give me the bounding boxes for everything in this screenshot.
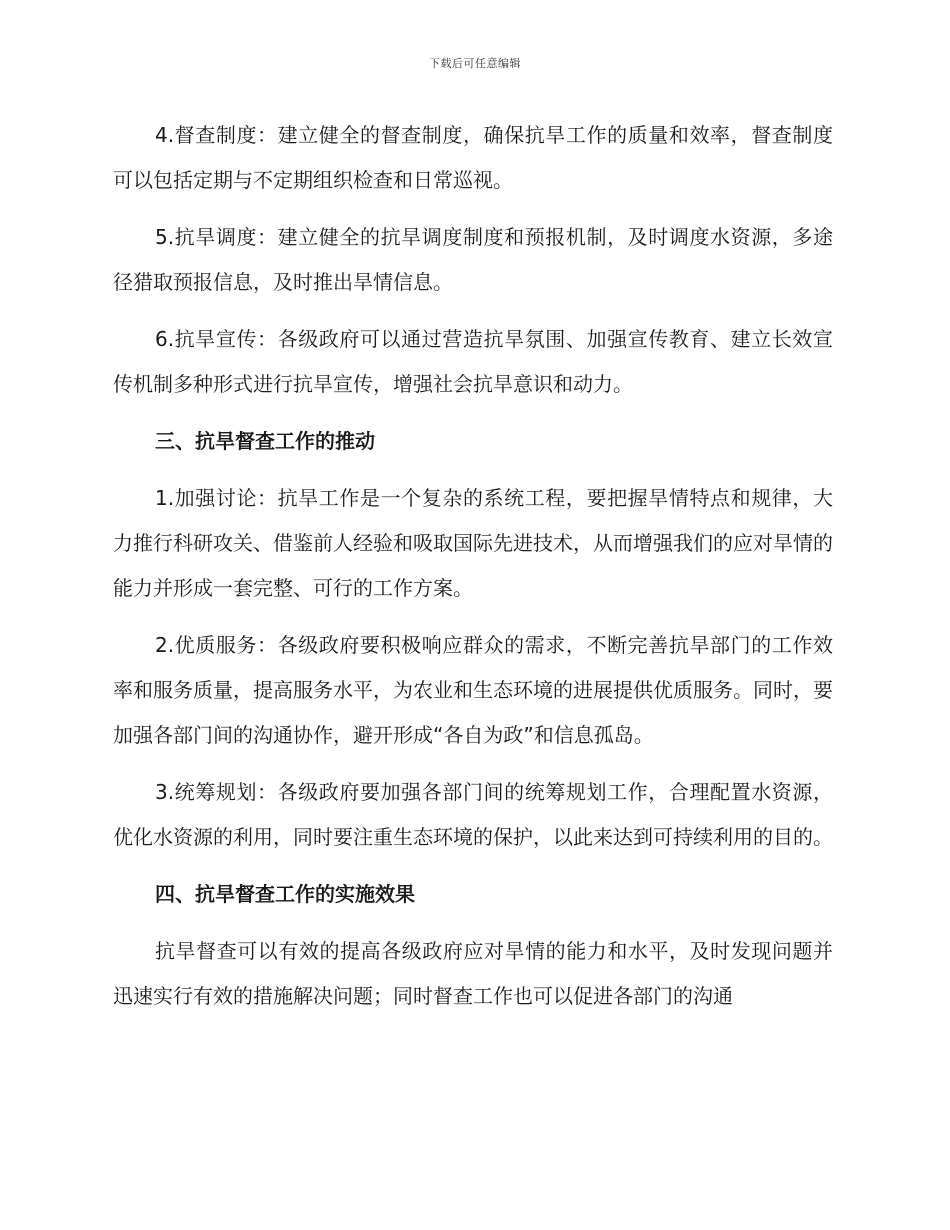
section-heading-effects: 四、抗旱督查工作的实施效果 bbox=[155, 882, 415, 906]
paragraph-implementation-effects: 抗旱督查可以有效的提高各级政府应对旱情的能力和水平，及时发现问题并迅速实行有效的措施解决问题；同时督查工作也可以促进各部门的沟通 bbox=[113, 939, 833, 1008]
paragraph-supervision-system: 4.督查制度：建立健全的督查制度，确保抗旱工作的质量和效率，督查制度可以包括定期与不定期组织检查和日常巡视。 bbox=[113, 123, 833, 192]
section-heading-promotion: 三、抗旱督查工作的推动 bbox=[155, 429, 375, 453]
paragraph-drought-dispatch: 5.抗旱调度：建立健全的抗旱调度制度和预报机制，及时调度水资源，多途径猎取预报信息，及时推出旱情信息。 bbox=[113, 225, 833, 294]
document-body bbox=[113, 113, 833, 1019]
paragraph-strengthen-discussion: 1.加强讨论：抗旱工作是一个复杂的系统工程，要把握旱情特点和规律，大力推行科研攻关、借鉴前人经验和吸取国际先进技术，从而增强我们的应对旱情的能力并形成一套完整、可行的工作方案。 bbox=[113, 486, 833, 600]
paragraph-quality-service: 2.优质服务：各级政府要积极响应群众的需求，不断完善抗旱部门的工作效率和服务质量，提高服务水平，为农业和生态环境的进展提供优质服务。同时，要加强各部门间的沟通协作，避开形成“各自为政”和信息孤岛。 bbox=[113, 633, 833, 747]
paragraph-overall-planning: 3.统筹规划：各级政府要加强各部门间的统筹规划工作，合理配置水资源，优化水资源的利用，同时要注重生态环境的保护，以此来达到可持续利用的目的。 bbox=[113, 780, 833, 849]
page-header-note: 下载后可任意编辑 bbox=[429, 57, 521, 70]
paragraph-drought-publicity: 6.抗旱宣传：各级政府可以通过营造抗旱氛围、加强宣传教育、建立长效宣传机制多种形式进行抗旱宣传，增强社会抗旱意识和动力。 bbox=[113, 327, 833, 396]
